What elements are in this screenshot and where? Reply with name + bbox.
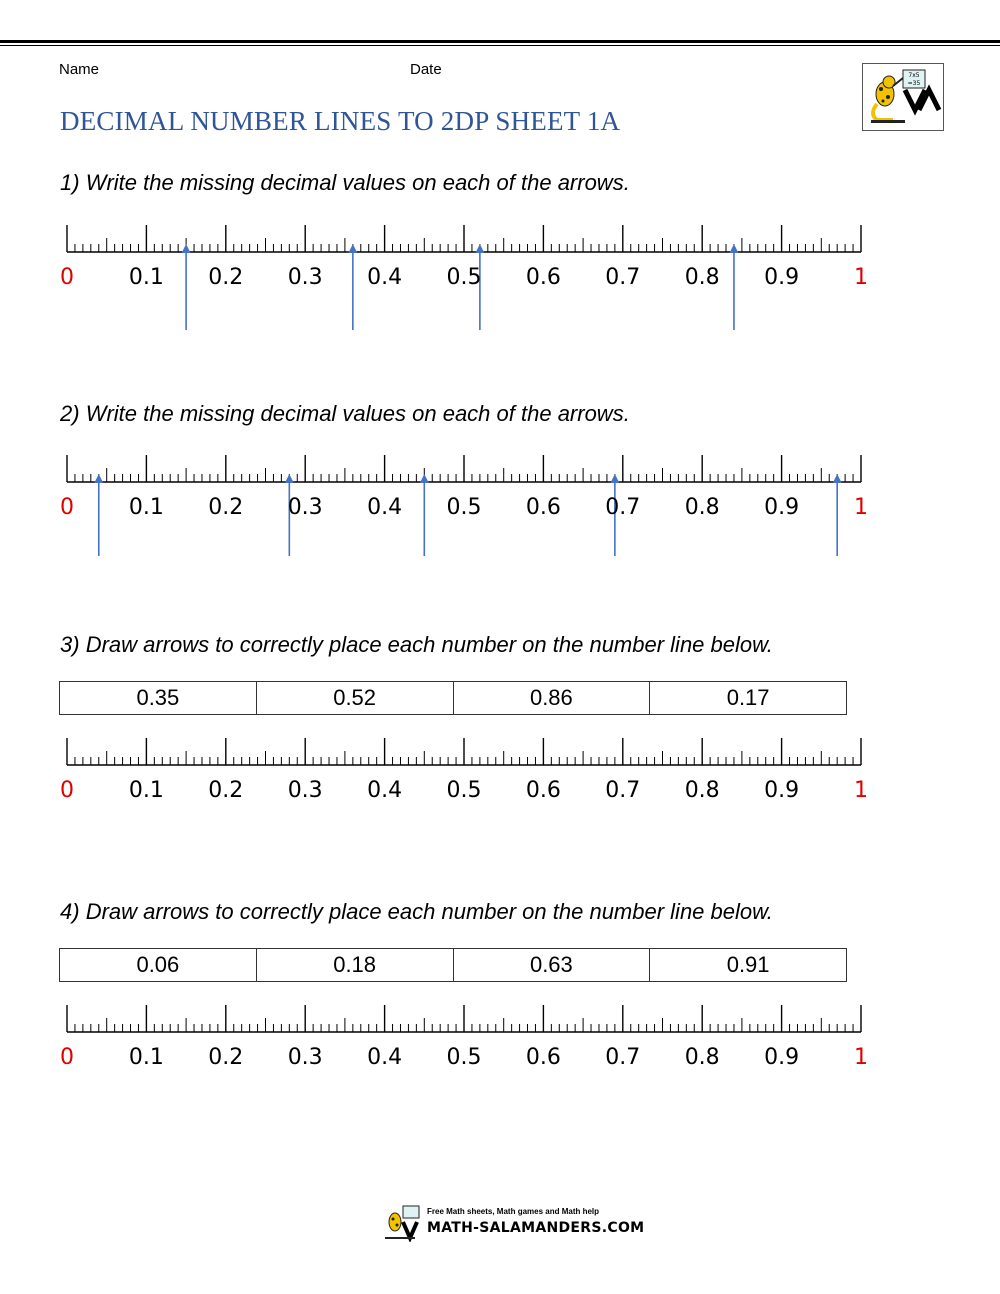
logo	[862, 63, 944, 131]
number-line-label: 0.7	[605, 778, 641, 803]
number-table-3	[59, 681, 847, 715]
number-line-label: 0.3	[287, 778, 323, 803]
number-line-label: 0.2	[208, 1045, 244, 1070]
answer-arrow	[94, 474, 103, 556]
number-line-label: 0.5	[446, 1045, 482, 1070]
number-line-label: 0.8	[684, 495, 720, 520]
number-line-endpoint-label: 1	[854, 778, 868, 803]
number-line-label: 0.6	[525, 265, 561, 290]
number-line-label: 0.6	[525, 1045, 561, 1070]
page-title: DECIMAL NUMBER LINES TO 2DP SHEET 1A	[60, 106, 621, 136]
number-line-label: 0.5	[446, 265, 482, 290]
answer-arrow	[420, 474, 429, 556]
question-1-text: Write the missing decimal values on each of the arrows.	[85, 170, 630, 195]
number-line-label: 0.8	[684, 1045, 720, 1070]
number-line-label: 0.9	[764, 265, 800, 290]
number-line-label: 0.9	[764, 778, 800, 803]
svg-text:=35: =35	[907, 80, 921, 87]
salamander-teacher-icon	[863, 64, 943, 130]
number-line-endpoint-label: 0	[60, 778, 74, 803]
question-3-text: Draw arrows to correctly place each number on the number line below.	[85, 632, 773, 657]
answer-arrow	[729, 244, 738, 330]
number-line-endpoint-label: 0	[60, 265, 74, 290]
number-cell: 0.35	[60, 682, 257, 714]
number-cell: 0.18	[257, 949, 454, 981]
number-line-1	[0, 225, 1000, 325]
number-line-label: 0.3	[287, 1045, 323, 1070]
number-cell: 0.86	[454, 682, 651, 714]
salamander-footer-icon	[383, 1204, 427, 1242]
footer-logo	[383, 1204, 427, 1247]
date-label: Date	[410, 61, 442, 78]
number-cell: 0.52	[257, 682, 454, 714]
number-line-label: 0.7	[605, 265, 641, 290]
number-line-4	[0, 1005, 1000, 1085]
footer-tagline: Free Math sheets, Math games and Math help	[427, 1207, 600, 1216]
number-cell: 0.63	[454, 949, 651, 981]
number-line-label: 0.3	[287, 265, 323, 290]
number-line-label: 0.4	[367, 265, 403, 290]
footer-site: MATH-SALAMANDERS.COM	[427, 1220, 645, 1236]
answer-arrow	[348, 244, 357, 330]
number-line-endpoint-label: 1	[854, 265, 868, 290]
number-line-endpoint-label: 0	[60, 495, 74, 520]
number-table-4	[59, 948, 847, 982]
question-4-number: 4)	[60, 899, 80, 924]
number-line-label: 0.1	[128, 265, 164, 290]
number-line-endpoint-label: 0	[60, 1045, 74, 1070]
number-line-label: 0.7	[605, 1045, 641, 1070]
number-line-label: 0.9	[764, 495, 800, 520]
number-line-label: 0.7	[605, 495, 641, 520]
question-1-number: 1)	[60, 170, 80, 195]
number-line-label: 0.1	[128, 778, 164, 803]
number-line-label: 0.2	[208, 495, 244, 520]
number-line-label: 0.4	[367, 1045, 403, 1070]
question-3	[60, 632, 773, 658]
number-line-label: 0.6	[525, 778, 561, 803]
number-line-label: 0.9	[764, 1045, 800, 1070]
number-line-2	[0, 455, 1000, 555]
number-line-label: 0.3	[287, 495, 323, 520]
name-label: Name	[59, 61, 100, 78]
svg-text:7x5: 7x5	[908, 72, 920, 79]
number-line-label: 0.8	[684, 778, 720, 803]
top-rule-thick	[0, 40, 1000, 43]
question-3-number: 3)	[60, 632, 80, 657]
answer-arrow	[833, 474, 842, 556]
top-rule-thin	[0, 45, 1000, 46]
number-line-label: 0.1	[128, 1045, 164, 1070]
question-4-text: Draw arrows to correctly place each number on the number line below.	[85, 899, 773, 924]
number-cell: 0.06	[60, 949, 257, 981]
question-2	[60, 401, 630, 427]
number-line-label: 0.4	[367, 778, 403, 803]
number-line-endpoint-label: 1	[854, 495, 868, 520]
number-line-label: 0.6	[525, 495, 561, 520]
number-line-label: 0.1	[128, 495, 164, 520]
number-line-label: 0.8	[684, 265, 720, 290]
number-line-3	[0, 738, 1000, 818]
number-cell: 0.17	[726, 685, 770, 710]
number-line-label: 0.2	[208, 265, 244, 290]
number-line-endpoint-label: 1	[854, 1045, 868, 1070]
number-line-label: 0.4	[367, 495, 403, 520]
number-line-label: 0.2	[208, 778, 244, 803]
number-line-label: 0.5	[446, 495, 482, 520]
question-2-text: Write the missing decimal values on each of the arrows.	[85, 401, 630, 426]
question-1	[60, 170, 630, 196]
number-cell: 0.91	[726, 952, 770, 977]
question-2-number: 2)	[60, 401, 80, 426]
question-4	[60, 899, 773, 925]
number-line-label: 0.5	[446, 778, 482, 803]
answer-arrow	[182, 244, 191, 330]
